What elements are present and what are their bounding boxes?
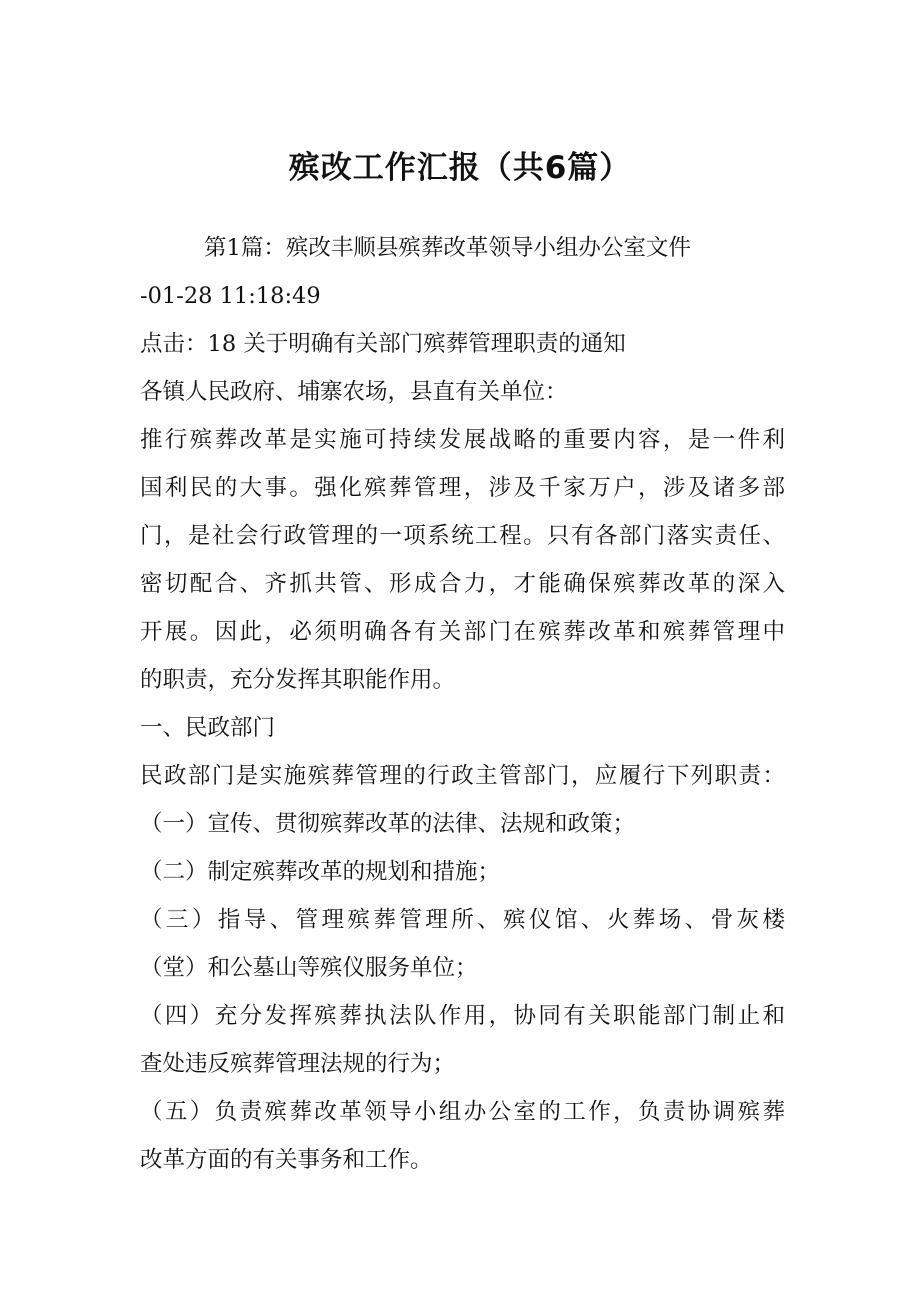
list-item: （三）指导、管理殡葬管理所、殡仪馆、火葬场、骨灰楼 (140, 907, 785, 933)
addressee-line: 各镇人民政府、埔寨农场，县直有关单位： (140, 379, 568, 405)
list-item: （四）充分发挥殡葬执法队作用，协同有关职能部门制止和 (140, 1003, 785, 1029)
list-item-continuation: （堂）和公墓山等殡仪服务单位； (140, 955, 478, 981)
list-item: （一）宣传、贯彻殡葬改革的法律、法规和政策； (140, 811, 636, 837)
notice-title-line: 点击：18 关于明确有关部门殡葬管理职责的通知 (140, 331, 626, 357)
subsection-heading: 一、民政部门 (140, 715, 276, 741)
list-item: （五）负责殡葬改革领导小组办公室的工作，负责协调殡葬 (140, 1099, 785, 1125)
paragraph-line: 的职责，充分发挥其职能作用。 (140, 667, 456, 693)
document-title: 殡改工作汇报（共6篇） (288, 150, 632, 186)
list-item-continuation: 改革方面的有关事务和工作。 (140, 1147, 433, 1173)
timestamp-line: -01-28 11:18:49 (140, 283, 321, 309)
list-item: （二）制定殡葬改革的规划和措施； (140, 859, 501, 885)
paragraph-line: 国利民的大事。强化殡葬管理，涉及千家万户，涉及诸多部 (140, 475, 785, 501)
list-item-continuation: 查处违反殡葬管理法规的行为； (140, 1051, 456, 1077)
paragraph-line: 门，是社会行政管理的一项系统工程。只有各部门落实责任、 (140, 523, 785, 549)
paragraph-line: 开展。因此，必须明确各有关部门在殡葬改革和殡葬管理中 (140, 619, 785, 645)
paragraph-line: 推行殡葬改革是实施可持续发展战略的重要内容，是一件利 (140, 427, 785, 453)
section-heading-line: 第1篇：殡改丰顺县殡葬改革领导小组办公室文件 (204, 235, 691, 261)
paragraph-line: 民政部门是实施殡葬管理的行政主管部门，应履行下列职责： (140, 763, 785, 789)
paragraph-line: 密切配合、齐抓共管、形成合力，才能确保殡葬改革的深入 (140, 571, 785, 597)
document-body (140, 224, 785, 1184)
